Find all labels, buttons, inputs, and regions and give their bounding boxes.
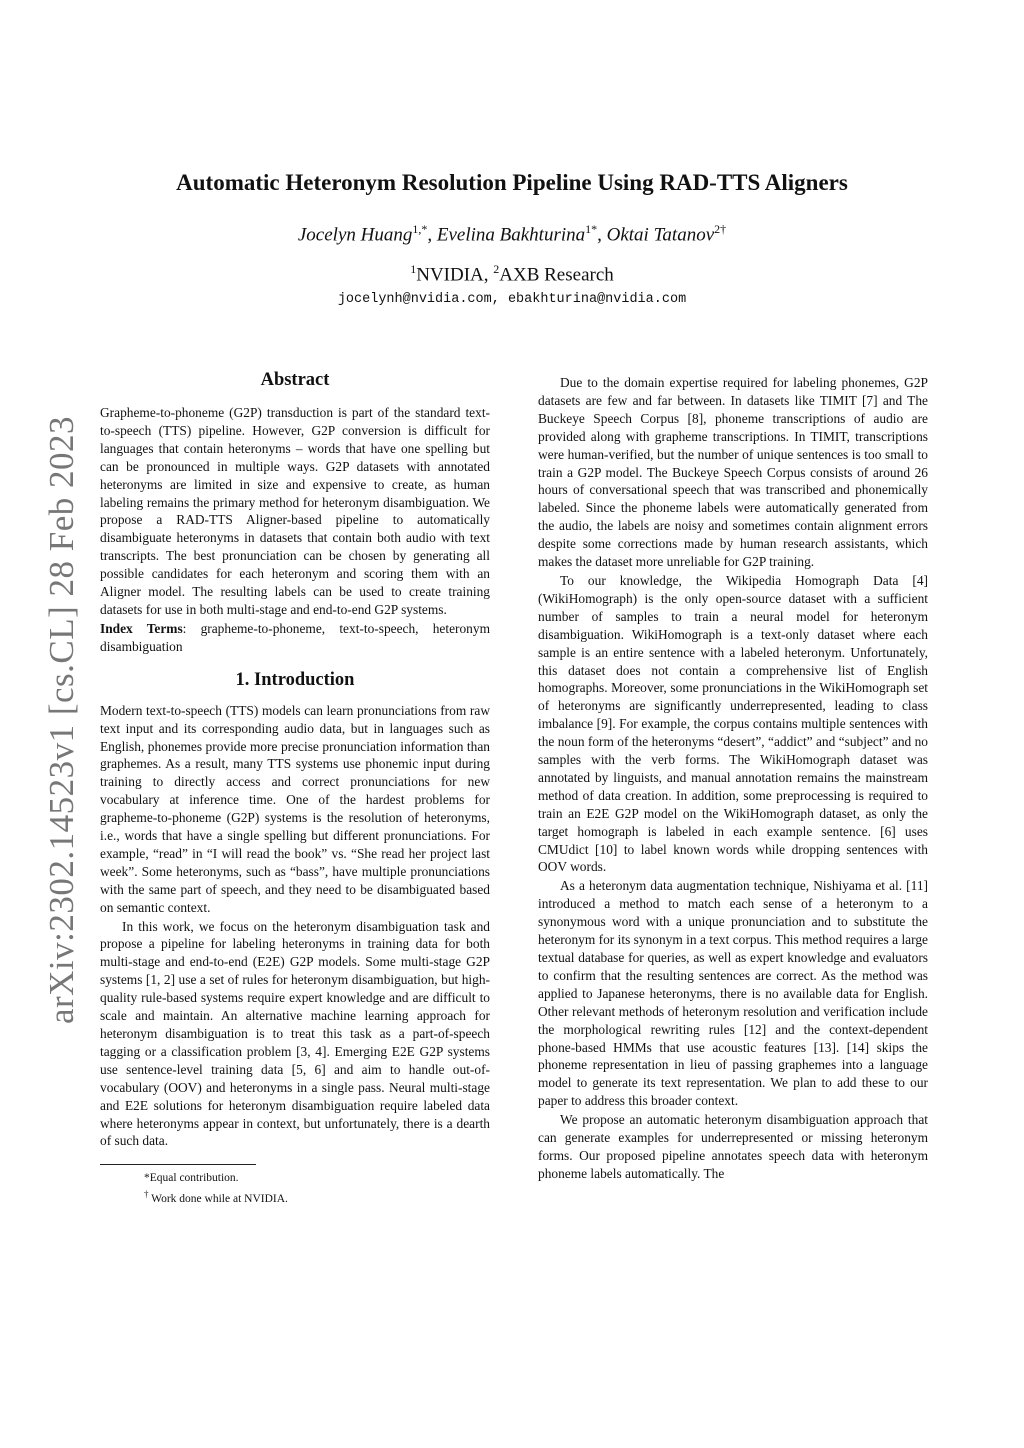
affiliations <box>0 262 1024 286</box>
abstract-heading: Abstract <box>260 370 330 390</box>
intro-paragraph: Modern text-to-speech (TTS) models can learn pronunciations from raw text input and its corresponding audio data, but in languages such as English, phonemes provide more precise pronunciation information than graphemes. As a result, many TTS systems use phonemic input during training to directly access and correct pronunciations for new vocabulary at inference time. One of the hardest problems for grapheme-to-phoneme (G2P) systems is the resolution of heteronyms, i.e., words that have a single spelling but different pronunciations. For example, “read” in “I will read the book” vs. “She read her project last week”. Some heteronyms, such as “bass”, have multiple pronunciations with the same part of speech, and they need to be disambiguated based on semantic context. <box>100 702 490 915</box>
affil-name: AXB Research <box>499 264 614 286</box>
author-list <box>0 222 1024 246</box>
introduction-heading: 1. Introduction <box>235 669 355 690</box>
author-emails: jocelynh@nvidia.com, ebakhturina@nvidia.com <box>337 292 687 307</box>
affil-mark: 2 <box>493 262 500 276</box>
author-name: Evelina Bakhturina <box>436 224 586 246</box>
intro-paragraph: Due to the domain expertise required for labeling phonemes, G2P datasets are few and far between. In datasets like TIMIT [7] and The Buckeye Speech Corpus [8], phoneme transcriptions of audio are provided along with grapheme transcriptions. In TIMIT, transcriptions were human-verified, but the number of unique sentences is too small to train a G2P model. The Buckeye Speech Corpus consists of around 26 hours of conversational speech that was transcribed and phonemically labeled. Since the phoneme labels were automatically generated from the audio, the labels are noisy and sometimes contain alignment errors despite some corrections made by human research assistants, which makes the dataset more unreliable for G2P training. <box>538 375 928 570</box>
author-name: Oktai Tatanov <box>606 224 715 246</box>
author-separator: , <box>427 224 437 246</box>
author-affil-mark: 1,* <box>412 222 428 236</box>
footnote-equal-contribution: *Equal contribution. <box>144 1172 239 1185</box>
index-terms-label: Index Terms <box>100 620 183 636</box>
index-terms <box>100 620 490 656</box>
affil-name: NVIDIA, <box>416 264 494 286</box>
left-column <box>100 368 490 1207</box>
author-name: Jocelyn Huang <box>297 224 413 246</box>
author-separator: , <box>597 224 607 246</box>
footnote-text: Work done while at NVIDIA. <box>148 1193 288 1206</box>
intro-paragraph: We propose an automatic heteronym disambiguation approach that can generate examples for underrepresented or missing heteronym forms. Our proposed pipeline annotates speech data with heteronym phoneme labels automatically. The <box>538 1112 928 1181</box>
affil-mark: 1 <box>410 262 417 276</box>
intro-paragraph: In this work, we focus on the heteronym disambiguation task and propose a pipeline for labeling heteronyms in training data for both multi-stage and end-to-end (E2E) G2P models. Some multi-stage G2P systems [1, 2] use a set of rules for heteronym disambiguation, but high-quality rule-based systems require expert knowledge and are difficult to scale and maintain. An alternative machine learning approach for heteronym disambiguation is to treat this task as a part-of-speech tagging or a classification problem [3, 4]. Emerging E2E G2P systems use sentence-level training data [5, 6] and aim to handle out-of-vocabulary (OOV) and heteronyms in a single pass. Neural multi-stage and E2E solutions for heteronym disambiguation require labeled data where heteronyms appear in context, but unfortunately, there is a dearth of such data. <box>100 918 490 1149</box>
intro-paragraph: To our knowledge, the Wikipedia Homograph Data [4] (WikiHomograph) is the only open-source dataset with a sufficient number of samples to train a neural model for heteronym disambiguation. WikiHomograph is a text-only dataset where each sample is an entire sentence with a labeled heteronym. Unfortunately, this dataset does not contain a comprehensive list of English homographs. Moreover, some pronunciations in the WikiHomograph set of heteronyms are significantly underrepresented, leading to class imbalance [9]. For example, the corpus contains multiple sentences with the noun form of the heteronyms “desert”, “addict” and “subject” and no samples with the verb forms. The WikiHomograph dataset was annotated by linguists, and manual annotation remains the mainstream method of data creation. In addition, some preprocessing is required to train an E2E G2P model on the WikiHomograph dataset, as only the target homograph is labeled in each example sentence. [6] uses CMUdict [10] to label known words while dropping sentences with OOV words. <box>538 572 928 875</box>
index-terms-text: : grapheme-to-phoneme, text-to-speech, heteronym disambiguation <box>100 620 490 654</box>
author-affil-mark: 2† <box>714 222 727 236</box>
abstract-text: Grapheme-to-phoneme (G2P) transduction is part of the standard text-to-speech (TTS) pipeline. However, G2P conversion is difficult for languages that contain heteronyms – words that have one spelling but can be pronounced in multiple ways. G2P datasets with annotated heteronyms are limited in size and expensive to create, as human labeling remains the primary method for heteronym disambiguation. We propose a RAD-TTS Aligner-based pipeline to automatically disambiguate heteronyms in datasets that contain both audio with text transcripts. The best pronunciation can be chosen by generating all possible candidates for each heteronym and scoring them with an Aligner model. The resulting labels can be used to create training datasets for use in both multi-stage and end-to-end G2P systems. <box>100 405 490 617</box>
footnote-divider <box>100 1164 256 1165</box>
intro-paragraph: As a heteronym data augmentation technique, Nishiyama et al. [11] introduced a method to match each sense of a heteronym to a synonymous word with a unique pronunciation and to substitute the heteronym for its synonym in a text corpus. This method requires a large textual database for queries, as well as expert knowledge and evaluators to confirm that the resulting sentences are correct. As the method was applied to Japanese heteronyms, there is no available data for English. Other relevant methods of heteronym resolution and verification include the morphological rewriting rules [12] and the context-dependent phone-based HMMs that use acoustic features [13]. [14] skips the phoneme representation in lieu of passing graphemes into a language model to generate its text representation. We plan to add these to our paper to address this broader context. <box>538 878 928 1109</box>
right-column <box>538 374 928 1183</box>
author-affil-mark: 1* <box>585 222 598 236</box>
footnote-work-done <box>100 1187 490 1207</box>
arxiv-stamp: arXiv:2302.14523v1 [cs.CL] 28 Feb 2023 <box>42 415 81 1025</box>
footnote-mark: † <box>144 1189 149 1200</box>
paper-title: Automatic Heteronym Resolution Pipeline Using RAD-TTS Aligners <box>176 170 848 195</box>
